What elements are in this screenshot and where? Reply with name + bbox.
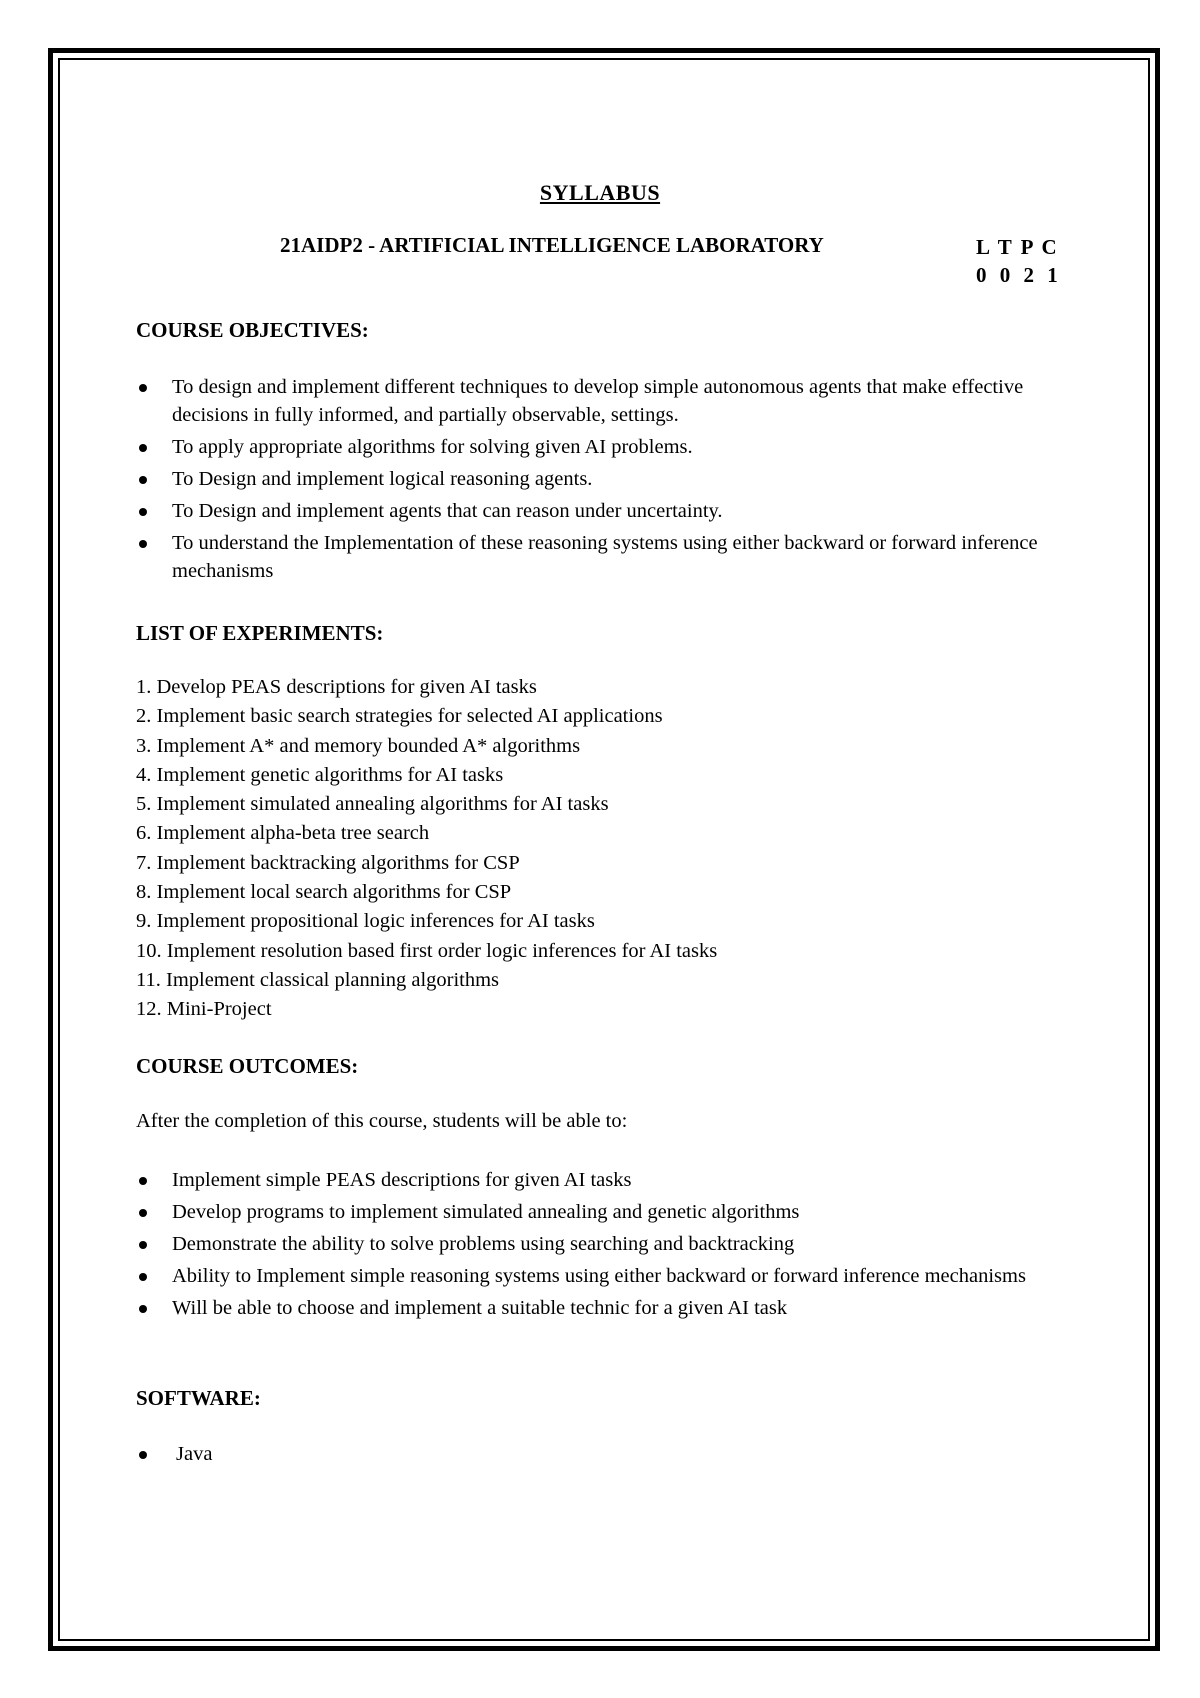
ltpc-header: L T P C: [976, 235, 1059, 259]
bullet-icon: [139, 384, 147, 392]
experiment-item: 11. Implement classical planning algorithms: [136, 968, 500, 991]
outcomes-list: [136, 1166, 1076, 1326]
objectives-heading: COURSE OBJECTIVES:: [136, 318, 369, 342]
document-title: SYLLABUS: [539, 180, 661, 205]
ltpc-block: [976, 233, 1062, 289]
outcome-item: Implement simple PEAS descriptions for given AI tasks: [136, 1166, 1076, 1194]
experiment-item: 6. Implement alpha-beta tree search: [136, 822, 430, 845]
outcome-item: Ability to Implement simple reasoning systems using either backward or forward inference mechanisms: [136, 1262, 1076, 1290]
experiment-item: 3. Implement A* and memory bounded A* algorithms: [136, 734, 581, 757]
experiment-item: 10. Implement resolution based first order logic inferences for AI tasks: [136, 939, 718, 962]
outcomes-intro: After the completion of this course, students will be able to:: [136, 1110, 628, 1132]
experiment-item: 7. Implement backtracking algorithms for CSP: [136, 851, 520, 874]
course-title: 21AIDP2 - ARTIFICIAL INTELLIGENCE LABORATORY: [280, 233, 824, 257]
software-item: Java: [136, 1440, 1076, 1468]
bullet-icon: [139, 1177, 147, 1185]
objectives-list: [136, 373, 1076, 589]
experiments-heading: LIST OF EXPERIMENTS:: [136, 621, 384, 645]
bullet-icon: [139, 1241, 147, 1249]
bullet-icon: [139, 1209, 147, 1217]
experiment-item: 1. Develop PEAS descriptions for given AI tasks: [136, 676, 537, 698]
experiment-item: 2. Implement basic search strategies for selected AI applications: [136, 705, 663, 728]
objective-item: To apply appropriate algorithms for solving given AI problems.: [136, 433, 1076, 461]
outcome-item: Will be able to choose and implement a suitable technic for a given AI task: [136, 1294, 1076, 1322]
objective-item: To Design and implement agents that can reason under uncertainty.: [136, 497, 1076, 525]
bullet-icon: [139, 476, 147, 484]
bullet-icon: [139, 508, 147, 516]
objective-item: To design and implement different techniques to develop simple autonomous agents that make effective decisions in fully informed, and partially observable, settings.: [136, 373, 1076, 429]
bullet-icon: [139, 540, 147, 548]
experiment-item: 4. Implement genetic algorithms for AI tasks: [136, 763, 504, 786]
outcome-item: Demonstrate the ability to solve problems using searching and backtracking: [136, 1230, 1076, 1258]
outcomes-heading: COURSE OUTCOMES:: [136, 1054, 359, 1078]
experiment-item: 8. Implement local search algorithms for CSP: [136, 881, 512, 904]
outcome-item: Develop programs to implement simulated annealing and genetic algorithms: [136, 1198, 1076, 1226]
bullet-icon: [139, 444, 147, 452]
bullet-icon: [139, 1305, 147, 1313]
objective-item: To understand the Implementation of these reasoning systems using either backward or forward inference mechanisms: [136, 529, 1076, 585]
objective-item: To Design and implement logical reasoning agents.: [136, 465, 1076, 493]
experiment-item: 9. Implement propositional logic inferences for AI tasks: [136, 910, 595, 933]
experiment-item: 12. Mini-Project: [136, 998, 272, 1021]
bullet-icon: [139, 1451, 147, 1459]
software-heading: SOFTWARE:: [136, 1386, 261, 1410]
software-list: [136, 1440, 1076, 1472]
ltpc-values: 0 0 2 1: [976, 263, 1062, 287]
bullet-icon: [139, 1273, 147, 1281]
experiment-item: 5. Implement simulated annealing algorithms for AI tasks: [136, 793, 609, 816]
experiments-list: [136, 673, 1076, 1025]
